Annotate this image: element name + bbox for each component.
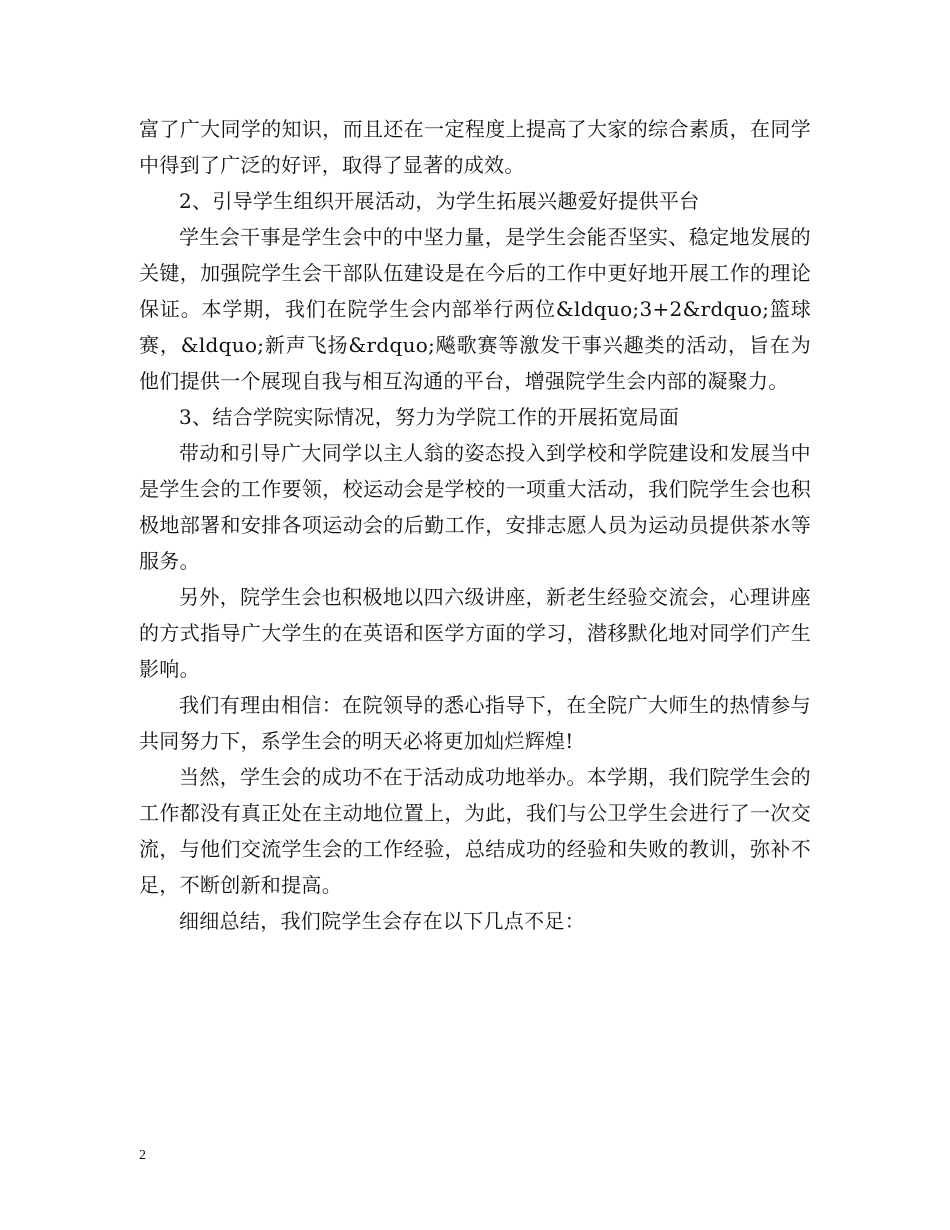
paragraph-student-staff: 学生会干事是学生会中的中坚力量，是学生会能否坚实、稳定地发展的关键，加强院学生会干部队伍建设是在今后的工作中更好地开展工作的理论保证。本学期，我们在院学生会内部举行两位&ldquo;3+2&rdquo;篮球赛，&ldquo;新声飞扬&rdquo;飚歌赛等激发干事兴趣类的活动，旨在为他们提供一个展现自我与相互沟通的平台，增强院学生会内部的凝聚力。 bbox=[139, 225, 811, 393]
paragraph-shortcomings: 细细总结，我们院学生会存在以下几点不足： bbox=[179, 909, 585, 933]
paragraph-lectures: 另外，院学生会也积极地以四六级讲座，新老生经验交流会，心理讲座的方式指导广大学生的在英语和医学方面的学习，潜移默化地对同学们产生影响。 bbox=[139, 585, 811, 681]
page-number: 2 bbox=[139, 1148, 146, 1163]
paragraph-heading-2: 2、引导学生组织开展活动，为学生拓展兴趣爱好提供平台 bbox=[179, 189, 700, 213]
document-body bbox=[139, 111, 811, 939]
paragraph-continued-intro: 富了广大同学的知识，而且还在一定程度上提高了大家的综合素质，在同学中得到了广泛的好评，取得了显著的成效。 bbox=[139, 117, 811, 177]
paragraph-confidence: 我们有理由相信：在院领导的悉心指导下，在全院广大师生的热情参与共同努力下，系学生会的明天必将更加灿烂辉煌! bbox=[139, 693, 811, 753]
paragraph-heading-3: 3、结合学院实际情况，努力为学院工作的开展拓宽局面 bbox=[179, 405, 680, 429]
paragraph-reflection: 当然，学生会的成功不在于活动成功地举办。本学期，我们院学生会的工作都没有真正处在主动地位置上，为此，我们与公卫学生会进行了一次交流，与他们交流学生会的工作经验，总结成功的经验和失败的教训，弥补不足，不断创新和提高。 bbox=[139, 765, 811, 897]
paragraph-sports-meet: 带动和引导广大同学以主人翁的姿态投入到学校和学院建设和发展当中是学生会的工作要领，校运动会是学校的一项重大活动，我们院学生会也积极地部署和安排各项运动会的后勤工作，安排志愿人员为运动员提供茶水等服务。 bbox=[139, 441, 811, 573]
